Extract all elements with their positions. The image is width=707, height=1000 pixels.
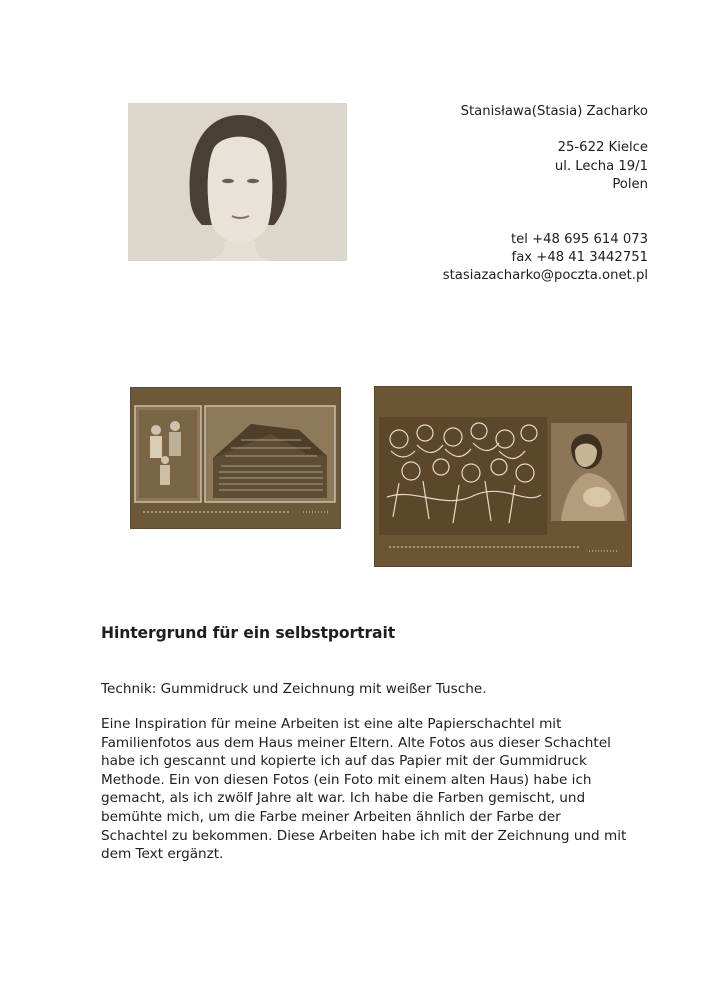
gum-print-left — [130, 387, 341, 529]
body-line: gemacht, als ich zwölf Jahre alt war. Ich habe die Farben gemischt, und — [101, 790, 586, 807]
body-line: Familienfotos aus dem Haus meiner Eltern. Alte Fotos aus dieser Schachtel — [101, 734, 611, 751]
postal-code-city: 25-622 Kielce — [557, 140, 648, 156]
body-line: habe ich gescannt und kopierte ich auf das Papier mit der Gummidruck — [101, 753, 587, 770]
street-address: ul. Lecha 19/1 — [554, 158, 648, 174]
body-line: Methode. Ein von diesen Fotos (ein Foto mit einem alten Haus) habe ich — [101, 771, 592, 788]
portrait-image — [128, 103, 347, 261]
portrait-photo — [128, 103, 347, 261]
email: stasiazacharko@poczta.onet.pl — [442, 268, 648, 284]
family-photo-and-house-image — [131, 388, 340, 528]
country: Polen — [612, 177, 648, 193]
telephone: tel +48 695 614 073 — [510, 231, 648, 247]
artist-name: Stanisława(Stasia) Zacharko — [460, 104, 648, 119]
body-line: Schachtel zu bekommen. Diese Arbeiten habe ich mit der Zeichnung und mit — [101, 827, 627, 844]
gum-print-right — [374, 386, 632, 567]
fax: fax +48 41 3442751 — [511, 250, 648, 266]
technique-line: Technik: Gummidruck und Zeichnung mit weißer Tusche. — [101, 681, 487, 697]
section-heading: Hintergrund für ein selbstportrait — [101, 624, 396, 642]
contact-block — [328, 103, 648, 286]
body-line: bemühte mich, um die Farbe meiner Arbeiten ähnlich der Farbe der — [101, 808, 561, 825]
body-paragraph — [101, 715, 641, 864]
drawing-and-mother-child-image — [375, 387, 631, 566]
body-line: dem Text ergänzt. — [101, 846, 224, 863]
body-line: Eine Inspiration für meine Arbeiten ist eine alte Papierschachtel mit — [101, 716, 562, 732]
